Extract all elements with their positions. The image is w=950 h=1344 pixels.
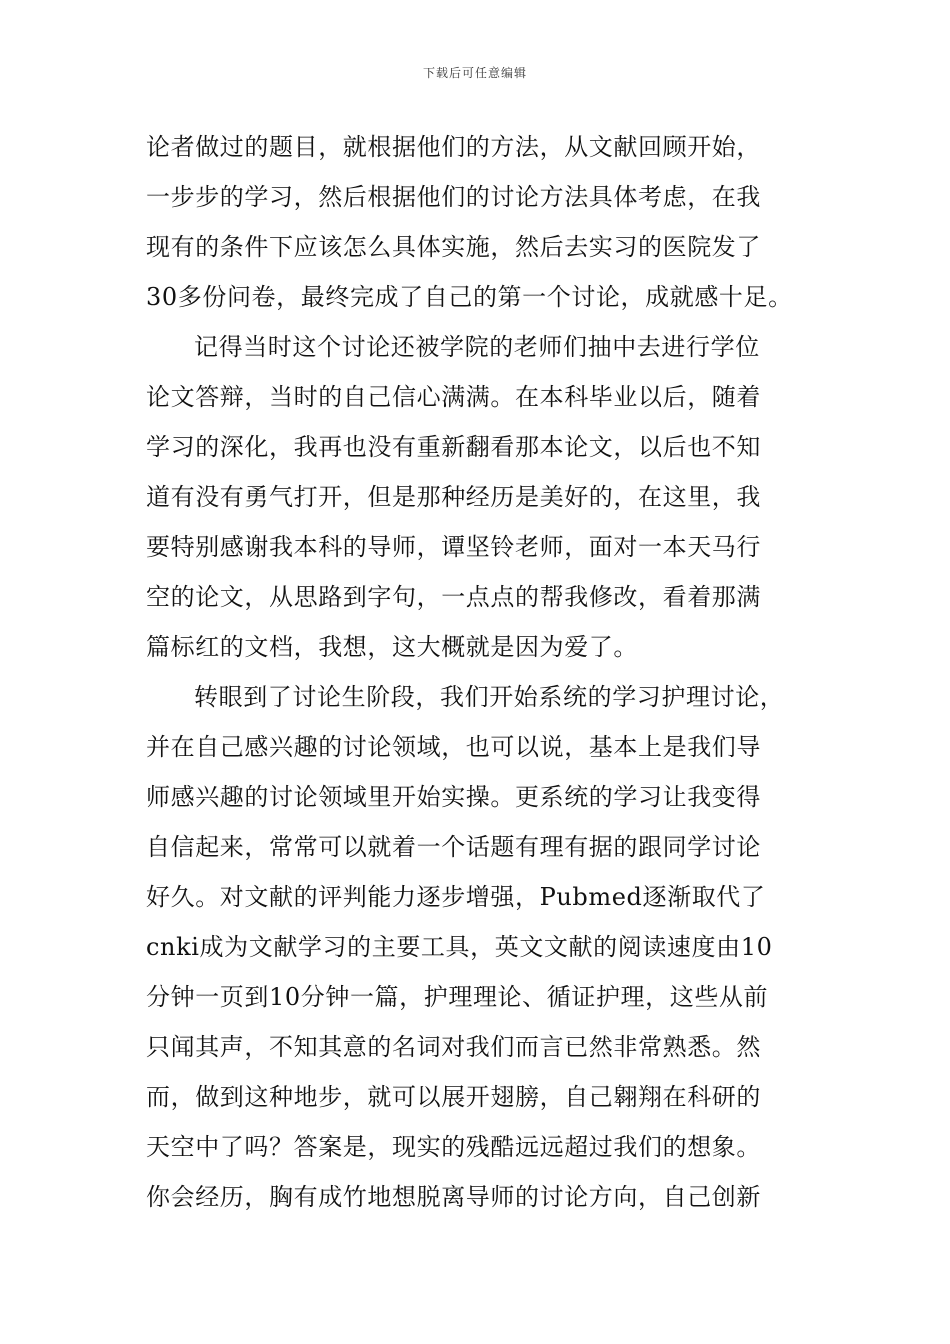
body-line: 你会经历，胸有成竹地想脱离导师的讨论方向，自己创新 — [146, 1183, 761, 1211]
body-line: 并在自己感兴趣的讨论领域，也可以说，基本上是我们导 — [146, 733, 761, 761]
body-line: 天空中了吗？答案是，现实的残酷远远超过我们的想象。 — [146, 1133, 761, 1161]
page-header: 下载后可任意编辑 — [422, 66, 527, 80]
body-line: 现有的条件下应该怎么具体实施，然后去实习的医院发了 — [146, 233, 761, 261]
body-line: 论文答辩，当时的自己信心满满。在本科毕业以后，随着 — [146, 383, 761, 411]
paragraph-first-line: 转眼到了讨论生阶段，我们开始系统的学习护理讨论， — [194, 683, 785, 711]
body-line: 师感兴趣的讨论领域里开始实操。更系统的学习让我变得 — [146, 783, 761, 811]
document-body — [146, 128, 826, 1228]
body-line: 空的论文，从思路到字句，一点点的帮我修改，看着那满 — [146, 583, 761, 611]
body-line: 只闻其声，不知其意的名词对我们而言已然非常熟悉。然 — [146, 1033, 761, 1061]
paragraph-first-line: 记得当时这个讨论还被学院的老师们抽中去进行学位 — [194, 333, 760, 361]
body-line: 30多份问卷，最终完成了自己的第一个讨论，成就感十足。 — [146, 283, 793, 311]
body-line: 学习的深化，我再也没有重新翻看那本论文，以后也不知 — [146, 433, 761, 461]
body-line: 论者做过的题目，就根据他们的方法，从文献回顾开始， — [146, 133, 761, 161]
body-line: 好久。对文献的评判能力逐步增强，Pubmed逐渐取代了 — [146, 883, 766, 911]
body-line: 道有没有勇气打开，但是那种经历是美好的，在这里，我 — [146, 483, 761, 511]
body-line: 篇标红的文档，我想，这大概就是因为爱了。 — [146, 633, 638, 661]
body-line: 要特别感谢我本科的导师，谭坚铃老师，面对一本天马行 — [146, 533, 761, 561]
body-line: 分钟一页到10分钟一篇，护理理论、循证护理，这些从前 — [146, 983, 769, 1011]
body-line: 而，做到这种地步，就可以展开翅膀，自己翱翔在科研的 — [146, 1083, 761, 1111]
body-line: 一步步的学习，然后根据他们的讨论方法具体考虑，在我 — [146, 183, 761, 211]
body-line: 自信起来，常常可以就着一个话题有理有据的跟同学讨论 — [146, 833, 761, 861]
body-line: cnki成为文献学习的主要工具，英文文献的阅读速度由10 — [146, 933, 773, 961]
